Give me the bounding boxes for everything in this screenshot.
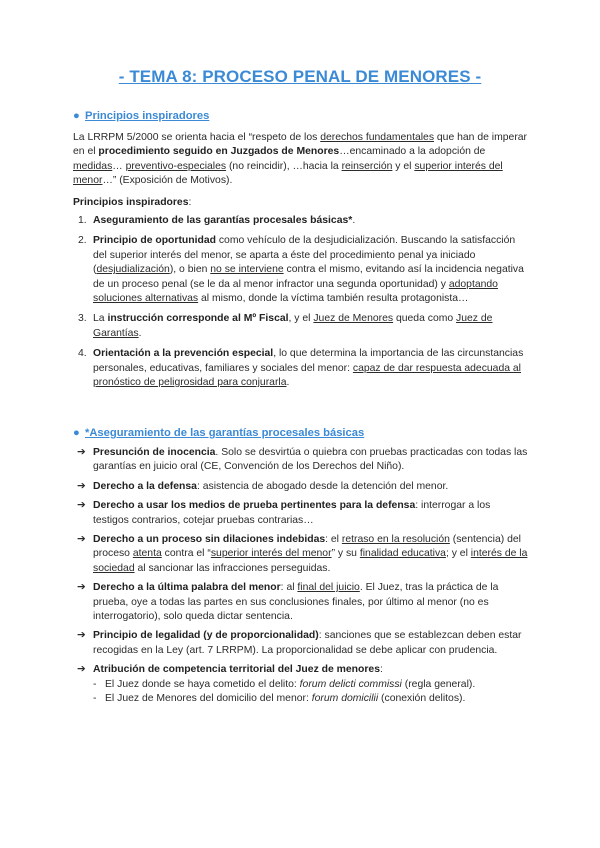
bullet-icon: ●: [73, 427, 80, 439]
bold-text: Derecho a la defensa: [93, 480, 197, 492]
bullet-icon: ●: [73, 110, 80, 122]
text: , y el: [288, 313, 314, 325]
text: :: [188, 197, 192, 208]
text: contra el mismo, evitando así la incidencia negativa de un proceso penal (se le da al menor infractor una segunda oportunidad) y: [93, 264, 524, 290]
list-item: [73, 533, 528, 576]
text: y el: [392, 160, 415, 172]
text: …: [112, 160, 126, 172]
text: (sentencia) del proceso: [93, 534, 521, 560]
text: ; y el: [445, 548, 471, 560]
arrow-icon: ➔: [77, 582, 86, 594]
bold-text: Principio de legalidad (y de proporcionalidad): [93, 630, 319, 642]
underlined-text: preventivo-especiales: [125, 160, 227, 172]
italic-text: forum domicilii: [311, 693, 379, 705]
text: al sancionar las infracciones perseguidas.: [134, 562, 331, 574]
sub-item: [93, 692, 528, 706]
text: El Juez de Menores del domicilio del menor:: [105, 693, 312, 705]
bold-text: Principios inspiradores: [73, 197, 189, 208]
underlined-text: capaz de dar respuesta adecuada al pronóstico de peligrosidad para conjurarla: [93, 362, 521, 389]
principles-list: [73, 214, 528, 396]
principles-subheading: [73, 196, 528, 210]
underlined-text: desjudialización: [96, 264, 170, 276]
text: contra el “: [161, 548, 211, 560]
text: como vehículo de la desjudicialización. Buscando la satisfacción del superior interés del menor, se aparta a éste del procedimiento penal ya iniciado (: [93, 235, 516, 276]
list-item: [73, 446, 528, 475]
section-heading-label: *Aseguramiento de las garantías procesales básicas: [85, 427, 365, 439]
underlined-text: no se interviene: [210, 264, 284, 276]
text: La LRRPM 5/2000 se orienta hacia el “respeto de los: [73, 132, 321, 143]
text: El Juez donde se haya cometido el delito:: [105, 678, 300, 690]
list-item: [73, 234, 528, 306]
underlined-text: derechos fundamentales: [320, 132, 435, 143]
bold-text: Presunción de inocencia: [93, 447, 216, 458]
bold-text: Principio de oportunidad: [93, 235, 216, 247]
text: : el: [325, 534, 342, 546]
underlined-text: medidas: [73, 160, 113, 172]
text: ), o bien: [169, 264, 211, 276]
underlined-text: finalidad educativa: [359, 548, 446, 560]
text: .: [286, 377, 290, 389]
text: , lo que determina la importancia de las circunstancias personales, educativas, familiares y sociales del menor:: [93, 348, 524, 374]
underlined-text: superior interés del menor: [210, 548, 332, 560]
list-item: [73, 581, 528, 624]
underlined-text: Juez de Garantías: [93, 313, 493, 339]
italic-text: forum delicti commissi: [299, 678, 402, 690]
page-title: - TEMA 8: PROCESO PENAL DE MENORES -: [118, 67, 482, 86]
text: ” y su: [331, 548, 360, 560]
text: .: [138, 327, 142, 339]
underlined-text: Juez de Menores: [313, 313, 394, 325]
text: (no reincidir), …hacia la: [226, 160, 342, 172]
text: (regla general).: [401, 678, 476, 690]
text: .: [352, 215, 356, 226]
arrow-icon: ➔: [77, 480, 86, 492]
text: . El Juez, tras la práctica de la prueba, oye a todas las partes en sus conclusiones finales, por último al menor (no es interrogatorio), solo queda dictar sentencia.: [93, 582, 499, 623]
list-item: [73, 629, 528, 658]
list-number: 4.: [78, 348, 87, 360]
bold-text: Derecho a la última palabra del menor: [93, 582, 281, 594]
section-heading-principios: [73, 109, 209, 123]
bold-text: Atribución de competencia territorial del Juez de menores: [93, 664, 380, 676]
arrow-icon: ➔: [77, 534, 86, 546]
bold-text: procedimiento seguido en Juzgados de Menores: [98, 146, 340, 158]
underlined-text: reinserción: [341, 160, 393, 172]
list-number: 3.: [78, 313, 87, 325]
bold-text: Aseguramiento de las garantías procesales básicas*: [93, 215, 353, 226]
arrow-icon: ➔: [77, 500, 86, 512]
text: al mismo, donde la víctima también resulta protagonista…: [198, 293, 469, 305]
list-item: [73, 480, 528, 494]
underlined-text: superior interés del menor: [73, 160, 503, 187]
list-number: 2.: [78, 235, 87, 247]
list-item: [73, 312, 528, 341]
section-heading-garantias: [73, 426, 364, 440]
underlined-text: interés de la sociedad: [93, 548, 528, 574]
text: que han de imperar en el: [73, 132, 528, 158]
dash: -: [93, 678, 97, 690]
sub-item: [93, 678, 528, 692]
text: : sanciones que se establezcan deben estar recogidas en la Ley (art. 7 LRRPM). La proporcionalidad se debe aplicar con prudencia.: [93, 630, 522, 656]
text: La: [93, 313, 108, 325]
text: : interrogar a los testigos contrarios, cotejar pruebas contrarias…: [93, 500, 491, 526]
underlined-text: final del juicio: [297, 582, 360, 594]
text: …” (Exposición de Motivos).: [102, 175, 233, 187]
list-number: 1.: [78, 215, 87, 226]
bold-text: Derecho a un proceso sin dilaciones indebidas: [93, 534, 326, 546]
underlined-text: adoptando soluciones alternativas: [93, 278, 498, 305]
list-item: [73, 214, 528, 228]
text: (conexión delitos).: [378, 693, 466, 705]
text: :: [379, 664, 383, 676]
text: queda como: [393, 313, 457, 325]
intro-paragraph: [73, 131, 528, 189]
underlined-text: retraso en la resolución: [341, 534, 450, 546]
arrow-icon: ➔: [77, 630, 86, 642]
bold-text: instrucción corresponde al Mº Fiscal: [107, 313, 289, 325]
dash: -: [93, 693, 97, 705]
list-item: [73, 347, 528, 390]
arrow-icon: ➔: [77, 664, 86, 676]
arrow-icon: ➔: [77, 447, 86, 458]
text: . Solo se desvirtúa o quiebra con pruebas practicadas con todas las garantías en juicio oral (CE, Convención de los Derechos del Niño).: [93, 447, 528, 473]
text: …encaminado a la adopción de: [339, 146, 486, 158]
section-heading-label: Principios inspiradores: [85, 110, 210, 122]
bold-text: Orientación a la prevención especial: [93, 348, 274, 360]
list-item: [73, 499, 528, 528]
list-item: [73, 663, 528, 706]
bold-text: Derecho a usar los medios de prueba pertinentes para la defensa: [93, 500, 416, 512]
guarantees-list: [73, 446, 528, 712]
text: : asistencia de abogado desde la detención del menor.: [196, 480, 449, 492]
text: : al: [280, 582, 298, 594]
underlined-text: atenta: [132, 548, 162, 560]
